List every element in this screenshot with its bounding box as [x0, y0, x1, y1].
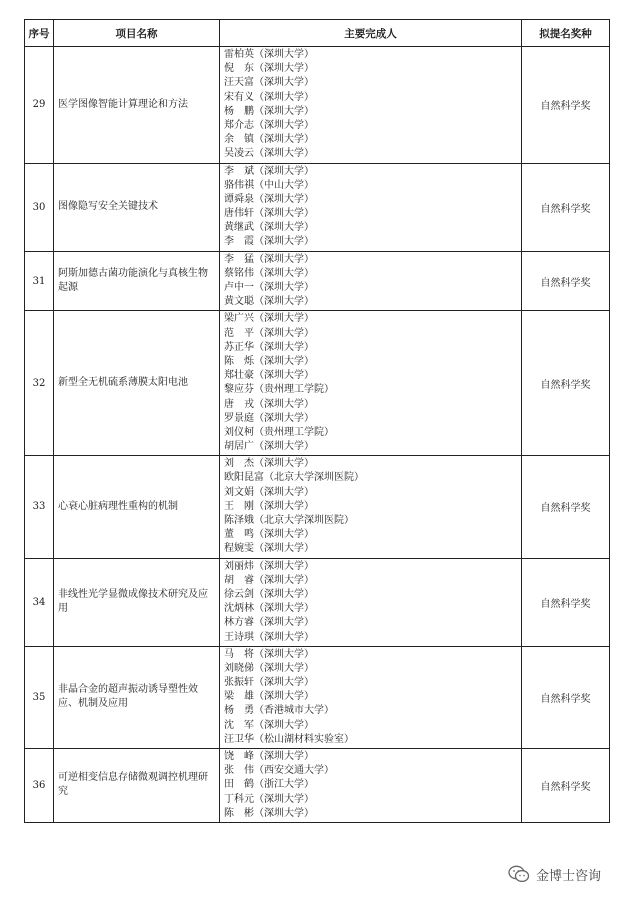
- row-number: 33: [25, 456, 54, 558]
- project-name: 阿斯加德古菌功能演化与真核生物起源: [54, 251, 220, 311]
- completer-entry: 黎应芬（贵州理工学院）: [224, 384, 334, 396]
- project-name: 可逆相变信息存储微观调控机理研究: [54, 749, 220, 823]
- completers-cell: [220, 558, 522, 646]
- completer-entry: 陈 彬（深圳大学）: [224, 807, 314, 819]
- project-name: 心衰心脏病理性重构的机制: [54, 456, 220, 558]
- completer-entry: 骆伟祺（中山大学）: [224, 179, 314, 191]
- completer-entry: 田 鹤（浙江大学）: [224, 779, 314, 791]
- project-name: 图像隐写安全关键技术: [54, 163, 220, 251]
- completer-entry: 汪天富（深圳大学）: [224, 77, 314, 89]
- project-name: 非线性光学显微成像技术研究及应用: [54, 558, 220, 646]
- completer-entry: 苏正华（深圳大学）: [224, 341, 314, 353]
- completer-entry: 刘晓俤（深圳大学）: [224, 662, 314, 674]
- completer-entry: 黄继武（深圳大学）: [224, 222, 314, 234]
- table-header-row: [25, 20, 610, 47]
- completer-entry: 郑介志（深圳大学）: [224, 119, 314, 131]
- completer-entry: 雷柏英（深圳大学）: [224, 49, 314, 60]
- completers-cell: [220, 311, 522, 456]
- table-row: [25, 47, 610, 164]
- completer-entry: 李 霞（深圳大学）: [224, 236, 314, 248]
- completers-cell: [220, 251, 522, 311]
- completer-entry: 王诗琪（深圳大学）: [224, 631, 314, 643]
- award-type: 自然科学奖: [522, 311, 610, 456]
- row-number: 36: [25, 749, 54, 823]
- completer-entry: 吴凌云（深圳大学）: [224, 148, 314, 160]
- completer-entry: 杨 鹏（深圳大学）: [224, 105, 314, 117]
- completer-entry: 范 平（深圳大学）: [224, 327, 314, 339]
- completers-cell: [220, 456, 522, 558]
- table-row: [25, 456, 610, 558]
- completer-entry: 王 刚（深圳大学）: [224, 500, 314, 512]
- table-row: [25, 311, 610, 456]
- completer-entry: 杨 勇（香港城市大学）: [224, 705, 334, 717]
- watermark: [508, 861, 601, 887]
- completer-entry: 卢中一（深圳大学）: [224, 282, 314, 293]
- completer-entry: 程婉雯（深圳大学）: [224, 543, 314, 555]
- completer-entry: 黄文聪（深圳大学）: [224, 296, 314, 308]
- award-type: 自然科学奖: [522, 749, 610, 823]
- row-number: 31: [25, 251, 54, 311]
- completer-entry: 张 伟（西安交通大学）: [224, 765, 334, 777]
- completer-entry: 罗景庭（深圳大学）: [224, 412, 314, 424]
- award-table: [24, 19, 610, 823]
- row-number: 32: [25, 311, 54, 456]
- project-name: 新型全无机硫系薄膜太阳电池: [54, 311, 220, 456]
- header-award: 拟提名奖种: [522, 20, 610, 47]
- completer-entry: 唐 戎（深圳大学）: [224, 398, 314, 410]
- completer-entry: 蔡铭伟（深圳大学）: [224, 267, 314, 279]
- row-number: 35: [25, 646, 54, 748]
- completers-cell: [220, 163, 522, 251]
- completer-entry: 饶 峰（深圳大学）: [224, 751, 314, 762]
- completer-entry: 梁广兴（深圳大学）: [224, 313, 314, 325]
- completers-cell: [220, 47, 522, 164]
- project-name: 非晶合金的超声振动诱导塑性效应、机制及应用: [54, 646, 220, 748]
- completer-entry: 董 鸣（深圳大学）: [224, 529, 314, 541]
- completer-entry: 刘仪柯（贵州理工学院）: [224, 426, 334, 438]
- completers-cell: [220, 749, 522, 823]
- watermark-text: 金博士咨询: [536, 868, 602, 884]
- award-type: 自然科学奖: [522, 163, 610, 251]
- wechat-icon: [508, 865, 530, 883]
- table-row: [25, 251, 610, 311]
- completer-entry: 倪 东（深圳大学）: [224, 63, 314, 75]
- completer-entry: 沈 军（深圳大学）: [224, 719, 314, 731]
- project-name: 医学图像智能计算理论和方法: [54, 47, 220, 164]
- completer-entry: 陈 烁（深圳大学）: [224, 355, 314, 367]
- completer-entry: 唐伟轩（深圳大学）: [224, 208, 314, 220]
- row-number: 34: [25, 558, 54, 646]
- completer-entry: 马 将（深圳大学）: [224, 648, 314, 660]
- award-type: 自然科学奖: [522, 646, 610, 748]
- completer-entry: 李 猛（深圳大学）: [224, 253, 314, 265]
- completer-entry: 刘 杰（深圳大学）: [224, 458, 314, 470]
- completer-entry: 胡居广（深圳大学）: [224, 441, 314, 453]
- completer-entry: 胡 睿（深圳大学）: [224, 574, 314, 586]
- completer-entry: 刘文娟（深圳大学）: [224, 486, 314, 498]
- completer-entry: 谭舜泉（深圳大学）: [224, 193, 314, 205]
- completer-entry: 刘丽炜（深圳大学）: [224, 560, 314, 572]
- completer-entry: 汪卫华（松山湖材料实验室）: [224, 733, 354, 745]
- completer-entry: 宋有义（深圳大学）: [224, 91, 314, 103]
- completer-entry: 沈炳林（深圳大学）: [224, 603, 314, 615]
- table-row: [25, 163, 610, 251]
- completer-entry: 张振轩（深圳大学）: [224, 677, 314, 689]
- table-row: [25, 749, 610, 823]
- award-type: 自然科学奖: [522, 558, 610, 646]
- completer-entry: 郑壮豪（深圳大学）: [224, 370, 314, 382]
- completer-entry: 徐云剑（深圳大学）: [224, 588, 314, 600]
- table-row: [25, 558, 610, 646]
- award-type: 自然科学奖: [522, 47, 610, 164]
- award-type: 自然科学奖: [522, 251, 610, 311]
- completers-cell: [220, 646, 522, 748]
- table-row: [25, 646, 610, 748]
- completer-entry: 陈泽娥（北京大学深圳医院）: [224, 515, 354, 526]
- completer-entry: 李 斌（深圳大学）: [224, 165, 314, 177]
- header-people: 主要完成人: [220, 20, 522, 47]
- completer-entry: 梁 雄（深圳大学）: [224, 691, 314, 703]
- header-no: 序号: [25, 20, 54, 47]
- award-type: 自然科学奖: [522, 456, 610, 558]
- header-name: 项目名称: [54, 20, 220, 47]
- completer-entry: 林方睿（深圳大学）: [224, 617, 314, 629]
- completer-entry: 欧阳昆富（北京大学深圳医院）: [224, 472, 364, 484]
- row-number: 30: [25, 163, 54, 251]
- row-number: 29: [25, 47, 54, 164]
- completer-entry: 丁科元（深圳大学）: [224, 793, 314, 805]
- completer-entry: 余 镇（深圳大学）: [224, 134, 314, 146]
